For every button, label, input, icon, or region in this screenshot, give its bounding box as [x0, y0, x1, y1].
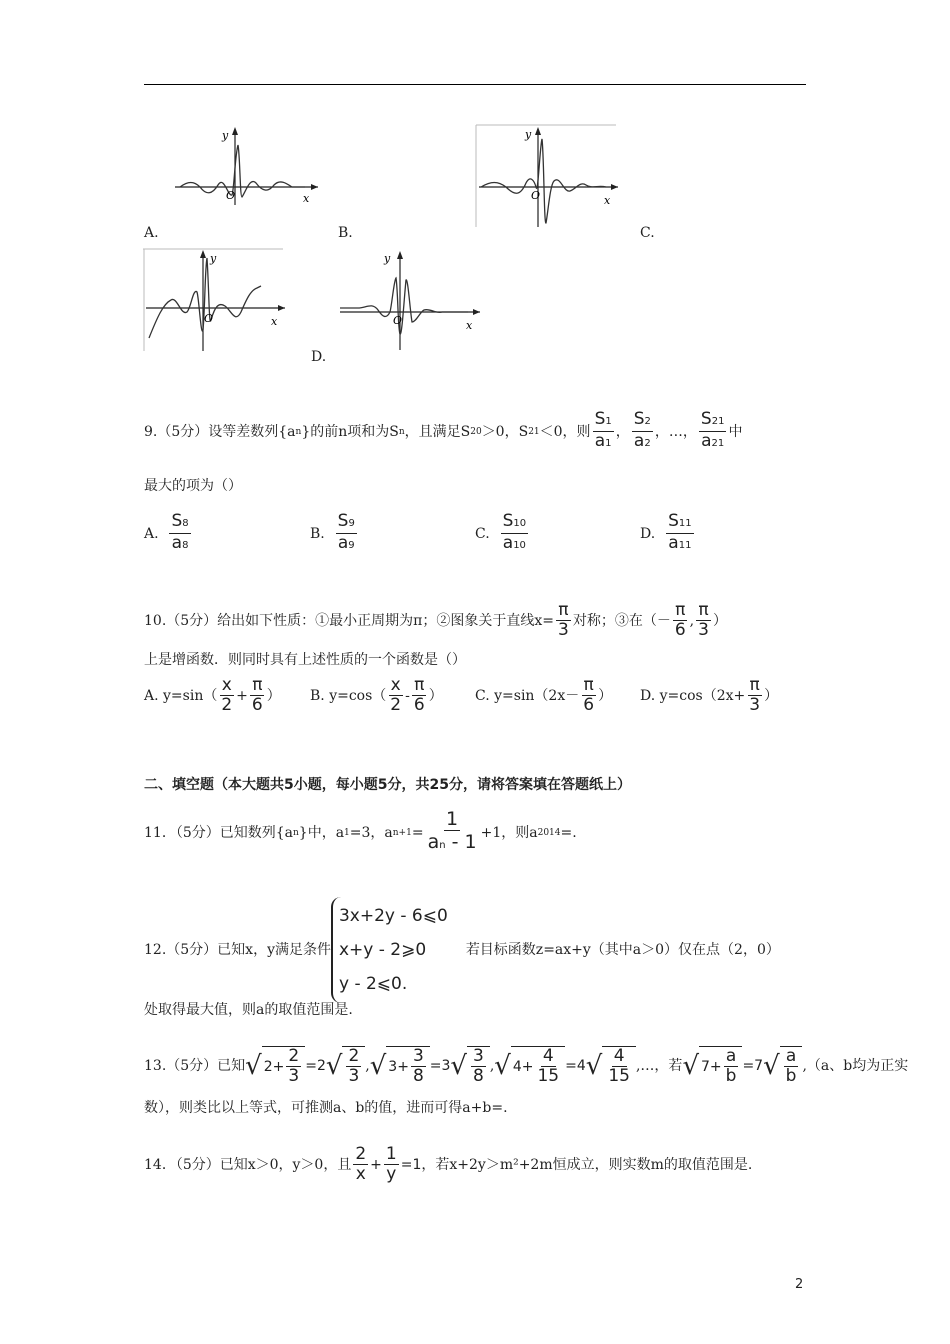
graph-d [338, 250, 483, 350]
graph-b [476, 125, 621, 230]
question-12-line2: 处取得最大值，则a的取值范围是. [144, 1002, 353, 1018]
graph-d-origin: O [393, 314, 403, 327]
graph-a-x-label: x [303, 192, 310, 205]
fraction-s2-a2: $\frac{S2}{a2}$ [633, 409, 651, 451]
graph-c-x-label: x [271, 315, 278, 328]
q10-option-c[interactable]: C. y=sin（2x－ $\frac{\pi}{6}$ ） [475, 675, 613, 715]
graph-label-c: C. [640, 225, 655, 241]
graph-a-origin: O [226, 189, 236, 202]
question-13-line2: 数），则类比以上等式，可推测a、b的值，进而可得a+b=. [144, 1100, 508, 1116]
graph-c-origin: O [204, 312, 214, 325]
q9-option-c[interactable]: C. $\frac{S10}{a10}$ [475, 511, 527, 553]
question-12: 12.（5分）已知x，y满足条件 3x+2y - 6⩽0 x+y - 2⩾0 y - 2⩽0. 若目标函数z=ax+y（其中a＞0）仅在点（2，0） [144, 897, 780, 1003]
section-2-heading: 二、填空题（本大题共5小题，每小题5分，共25分，请将答案填在答题纸上） [144, 777, 631, 793]
fraction-s21-a21: $\frac{S21}{a21}$ [700, 409, 725, 451]
graph-label-b: B. [338, 225, 353, 241]
graph-b-origin: O [531, 189, 541, 202]
graph-d-x-label: x [466, 319, 473, 332]
graph-d-y-label: y [384, 252, 391, 265]
graph-b-x-label: x [604, 194, 611, 207]
header-rule [144, 84, 806, 85]
graph-a-y-label: y [222, 129, 229, 142]
q9-option-b[interactable]: B. $\frac{S9}{a9}$ [310, 511, 355, 553]
graph-c-y-label: y [210, 252, 217, 265]
question-13: 13.（5分）已知 √ 2+ $\frac{2}{3}$ =2 √ $\frac{2}{3}$ , √ 3+ $\frac{3}{8}$ =3 √ $\frac{3}{8}$ , √ 4+ $\frac{4}{15}$ =4 √ $\frac{4}{15}$ ,…，若 √ 7+ $\frac{a}{b}$ =7 √ $\frac{a}{b}$ , （a、b均为正实 [144, 1046, 909, 1086]
q9-option-d[interactable]: D. $\frac{S11}{a11}$ [640, 511, 692, 553]
question-11: 11．（5分）已知数列{a n }中，a 1 =3，a n+1 = $\frac{1}{an - 1}$ +1，则a 2014 =. [144, 808, 577, 853]
fraction-s1-a1: $\frac{S1}{a1}$ [594, 409, 612, 451]
graph-b-y-label: y [525, 128, 532, 141]
constraint-system: 3x+2y - 6⩽0 x+y - 2⩾0 y - 2⩽0. [331, 897, 448, 1003]
question-10-line2: 上是增函数．则同时具有上述性质的一个函数是（） [144, 652, 466, 668]
question-9-line2: 最大的项为（） [144, 478, 242, 494]
q10-option-d[interactable]: D. y=cos（2x+ $\frac{\pi}{3}$ ） [640, 675, 779, 715]
question-10-line1: 10.（5分）给出如下性质：①最小正周期为π；②图象关于直线x= $\frac{\pi}{3}$ 对称；③在（－ $\frac{\pi}{6}$ , $\frac{\pi}{3}$ ） [144, 600, 727, 640]
q10-option-b[interactable]: B. y=cos（ $\frac{x}{2}$ - $\frac{\pi}{6}$ ） [310, 675, 443, 715]
page-number: 2 [795, 1277, 804, 1292]
graph-c [143, 248, 288, 353]
question-9-line1: 9.（5分）设等差数列{a n }的前n项和为S n ，且满足S 20 ＞0，S 21 ＜0，则 $\frac{S1}{a1}$ ， $\frac{S2}{a2}$ ，…， $\frac{S21}{a21}$ 中 [144, 409, 743, 451]
graph-label-d: D. [311, 349, 327, 365]
q9-option-a[interactable]: A. $\frac{S8}{a8}$ [144, 511, 189, 553]
question-14: 14．（5分）已知x＞0，y＞0，且 $\frac{2}{x}$ + $\frac{1}{y}$ =1 ，若x+2y＞m²+2m恒成立，则实数m的取值范围是. [144, 1144, 753, 1184]
graph-label-a: A. [144, 225, 159, 241]
q10-option-a[interactable]: A. y=sin（ $\frac{x}{2}$ + $\frac{\pi}{6}$ ） [144, 675, 281, 715]
graph-a [170, 125, 320, 205]
